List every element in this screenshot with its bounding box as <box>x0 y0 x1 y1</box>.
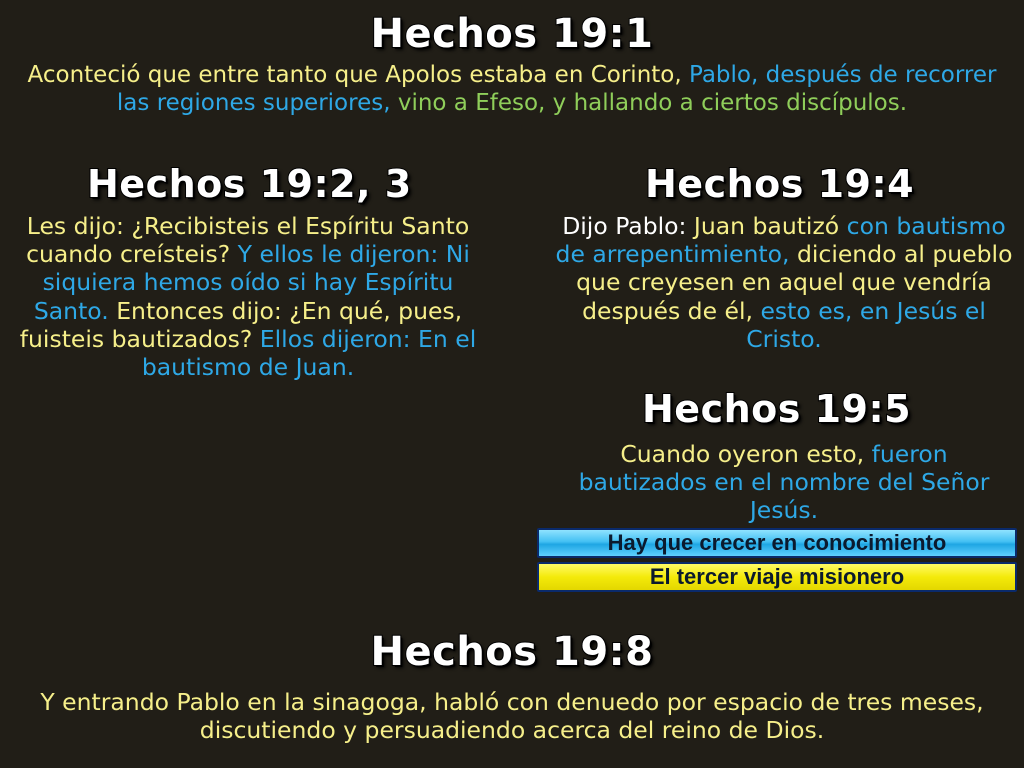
verse-segment: Y entrando Pablo en la sinagoga, habló con denuedo por espacio de tres meses, discutiendo y persuadiendo acerca del reino de Dios. <box>40 688 984 745</box>
verse-heading-19-4: Hechos 19:4 <box>645 162 915 206</box>
verse-segment: Juan bautizó <box>693 212 847 240</box>
verse-heading-19-1: Hechos 19:1 <box>370 11 654 57</box>
verse-heading-19-8: Hechos 19:8 <box>370 629 654 675</box>
verse-segment: esto es, en Jesús el Cristo. <box>746 296 986 353</box>
verse-text-19-5 <box>570 440 998 525</box>
verse-segment: Cuando oyeron esto, <box>620 440 872 468</box>
verse-segment: vino a Efeso, y hallando a ciertos discípulos. <box>397 89 908 116</box>
banner-third-journey: El tercer viaje misionero <box>537 562 1017 592</box>
verse-text-19-4 <box>555 212 1013 353</box>
verse-segment: Y ellos le dijeron: Ni siquiera hemos oído si hay Espíritu Santo. <box>33 240 470 325</box>
verse-segment: fueron bautizados en el nombre del Señor Jesús. <box>578 440 990 525</box>
verse-heading-19-2-3: Hechos 19:2, 3 <box>87 162 412 206</box>
verse-segment: Aconteció que entre tanto que Apolos estaba en Corinto, <box>27 62 689 88</box>
verse-heading-19-5: Hechos 19:5 <box>642 387 912 431</box>
verse-segment: Dijo Pablo: <box>562 212 694 240</box>
verse-text-19-2-3 <box>8 212 488 381</box>
verse-text-19-1 <box>20 62 1004 117</box>
verse-segment: Les dijo: ¿Recibisteis el Espíritu Santo cuando creísteis? <box>26 212 470 269</box>
verse-segment: Entonces dijo: ¿En qué, pues, fuisteis bautizados? <box>19 296 463 353</box>
verse-text-19-8 <box>12 688 1012 744</box>
verse-segment: diciendo al pueblo que creyesen en aquel que vendría después de él, <box>576 240 1013 325</box>
verse-segment: Pablo, después de recorrer las regiones superiores, <box>116 62 997 116</box>
banner-knowledge: Hay que crecer en conocimiento <box>537 528 1017 558</box>
verse-segment: Ellos dijeron: En el bautismo de Juan. <box>141 324 477 381</box>
verse-segment: con bautismo de arrepentimiento, <box>555 212 1006 269</box>
